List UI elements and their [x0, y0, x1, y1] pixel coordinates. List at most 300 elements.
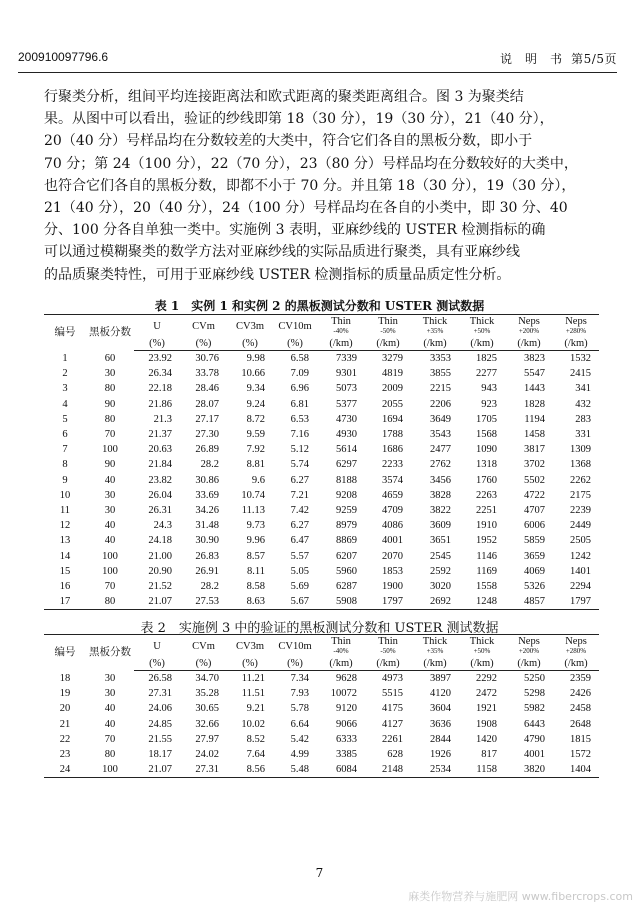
table-row	[44, 457, 599, 472]
table-cell: 26.58	[148, 673, 172, 684]
table-cell: 3279	[382, 353, 403, 364]
table-cell: 2009	[382, 383, 403, 395]
table-cell: 30	[104, 368, 116, 380]
table-row	[44, 366, 599, 381]
table-cell: 3543	[430, 429, 451, 441]
unit-per-km: (/km)	[411, 337, 459, 351]
table-cell: 10	[59, 489, 71, 501]
unit-per-km: (/km)	[505, 337, 553, 351]
table-cell: 30	[104, 672, 116, 684]
table-cell: 4857	[505, 594, 553, 610]
col-header-thick35: Thick +35%	[411, 635, 459, 658]
table-cell: 9.73	[246, 520, 265, 532]
table-cell: 4707	[524, 505, 545, 517]
table-cell: 3828	[430, 489, 451, 501]
table-cell: 9066	[336, 718, 357, 730]
table-cell: 10072	[330, 688, 357, 700]
table-cell: 100	[102, 444, 118, 456]
table-cell: 7339	[336, 353, 357, 364]
table-cell: 40	[104, 520, 116, 532]
table-cell: 100	[86, 762, 134, 778]
table-cell: 5.05	[290, 565, 309, 577]
table-cell: 7.16	[290, 429, 309, 441]
body-line: 行聚类分析，组间平均连接距离法和欧式距离的聚类距离组合。图 3 为聚类结	[44, 89, 524, 105]
table-cell: 100	[102, 565, 118, 577]
table2-caption: 表 2 实施例 3 中的验证的黑板测试分数和 USTER 测试数据	[140, 621, 499, 636]
table-cell: 28.2	[200, 581, 219, 593]
table-row	[44, 686, 599, 701]
table-cell: 1404	[553, 762, 599, 778]
table-cell: 1900	[382, 581, 403, 593]
table-cell: 10.66	[241, 368, 265, 380]
table-cell: 8.52	[246, 733, 265, 745]
table-cell: 3636	[430, 718, 451, 730]
table-row	[44, 671, 599, 687]
table-cell: 1568	[476, 429, 497, 441]
table-cell: 9208	[336, 489, 357, 501]
table-cell: 9.96	[246, 535, 265, 547]
table-cell: 3651	[430, 535, 451, 547]
table-cell: 6.47	[290, 535, 309, 547]
table-cell: 1158	[459, 762, 505, 778]
table-cell: 60	[104, 352, 116, 364]
table-cell: 331	[575, 429, 591, 441]
table-cell: 21.00	[148, 550, 172, 562]
table-1	[44, 314, 599, 610]
table-cell: 1458	[524, 429, 545, 441]
col-header-score: 黑板分数	[86, 315, 134, 351]
table-cell: 2359	[570, 673, 591, 684]
col-header-neps200: Neps +200%	[505, 315, 553, 338]
table-cell: 24	[44, 762, 86, 778]
table-cell: 10.02	[241, 718, 265, 730]
page-header	[18, 50, 617, 70]
table-cell: 21	[59, 718, 71, 730]
table-cell: 2233	[382, 459, 403, 471]
col-header-neps280: Neps +280%	[553, 315, 599, 338]
table-cell: 6207	[336, 550, 357, 562]
section-and-page	[500, 50, 617, 67]
table-cell: 3456	[430, 474, 451, 486]
table-cell: 33.78	[195, 368, 219, 380]
table-cell: 4	[62, 398, 68, 410]
table-cell: 5614	[336, 444, 357, 456]
col-header-no: 编号	[44, 635, 86, 671]
table-cell: 11.13	[241, 505, 265, 517]
table-cell: 6.96	[290, 383, 309, 395]
table-cell: 6.64	[290, 718, 309, 730]
col-header-thick50: Thick +50%	[459, 635, 505, 658]
table-cell: 28.07	[195, 398, 219, 410]
table-row	[44, 762, 599, 778]
table-row	[44, 473, 599, 488]
header-rule	[18, 72, 617, 73]
table-cell: 3659	[524, 550, 545, 562]
table-cell: 1401	[570, 565, 591, 577]
table-cell: 2545	[430, 550, 451, 562]
body-line: 果。从图中可以看出，验证的纱线即第 18（30 分），19（30 分），21（40 分），	[44, 111, 554, 128]
table-cell: 6.27	[290, 474, 309, 486]
table-cell: 26.89	[195, 444, 219, 456]
table-cell: 80	[104, 383, 116, 395]
table-cell: 22.18	[148, 383, 172, 395]
table-cell: 2415	[570, 368, 591, 380]
table-cell: 2206	[430, 398, 451, 410]
table1-caption: 表 1 实例 1 和实例 2 的黑板测试分数和 USTER 测试数据	[154, 299, 485, 313]
table-cell: 24.3	[153, 520, 172, 532]
table-cell: 9.21	[246, 703, 265, 715]
table-cell: 4659	[382, 489, 403, 501]
table-cell: 2251	[476, 505, 497, 517]
section-title: 说 明 书	[500, 52, 563, 66]
table-cell: 70	[104, 733, 116, 745]
table-cell: 20	[59, 703, 71, 715]
unit-per-km: (/km)	[317, 337, 365, 351]
table-cell: 4001	[524, 749, 545, 761]
table-row	[44, 397, 599, 412]
table-cell: 40	[104, 703, 116, 715]
table-cell: 1853	[382, 565, 403, 577]
unit-cv3m: (%)	[227, 657, 273, 671]
table-cell: 4790	[524, 733, 545, 745]
col-header-cv10m: CV10m	[273, 315, 317, 338]
table-cell: 5515	[382, 688, 403, 700]
col-header-thin50: Thin -50%	[365, 315, 411, 338]
table-row	[44, 579, 599, 594]
table-cell: 2215	[430, 383, 451, 395]
unit-per-km: (/km)	[553, 337, 599, 351]
table-cell: 1309	[570, 444, 591, 456]
table-cell: 2263	[476, 489, 497, 501]
table-cell: 4930	[336, 429, 357, 441]
unit-per-km: (/km)	[365, 657, 411, 671]
table-cell: 2175	[570, 489, 591, 501]
table-cell: 4175	[382, 703, 403, 715]
col-header-thin40: Thin -40%	[317, 315, 365, 338]
table-cell: 21.55	[148, 733, 172, 745]
table-cell: 21.3	[153, 413, 172, 425]
table-cell: 22	[59, 733, 71, 745]
table-cell: 3	[62, 383, 68, 395]
table-row	[44, 717, 599, 732]
table-cell: 8.11	[247, 565, 265, 577]
table-cell: 5.42	[290, 733, 309, 745]
unit-per-km: (/km)	[459, 657, 505, 671]
table-cell: 20.63	[148, 444, 172, 456]
table-cell: 8188	[336, 474, 357, 486]
table-cell: 8.58	[246, 581, 265, 593]
table-cell: 3649	[430, 413, 451, 425]
table-cell: 1318	[476, 459, 497, 471]
col-header-u: U	[134, 635, 180, 658]
table-cell: 4069	[524, 565, 545, 577]
table-row	[44, 518, 599, 533]
table-cell: 8.72	[246, 413, 265, 425]
table-row	[44, 747, 599, 762]
table-cell: 4730	[336, 413, 357, 425]
table-cell: 9301	[336, 368, 357, 380]
table-cell: 5.67	[273, 594, 317, 610]
col-header-cvm: CVm	[180, 315, 227, 338]
unit-per-km: (/km)	[505, 657, 553, 671]
table-row	[44, 488, 599, 503]
unit-u: (%)	[134, 337, 180, 351]
table-cell: 9.24	[246, 398, 265, 410]
table-cell: 80	[104, 749, 116, 761]
table-cell: 15	[59, 565, 71, 577]
table-cell: 3609	[430, 520, 451, 532]
table-cell: 1952	[476, 535, 497, 547]
table-cell: 3820	[505, 762, 553, 778]
table-cell: 23.82	[148, 474, 172, 486]
table-cell: 9259	[336, 505, 357, 517]
table-cell: 2294	[570, 581, 591, 593]
col-header-neps280: Neps +280%	[553, 635, 599, 658]
table-row	[44, 351, 599, 367]
table-cell: 8869	[336, 535, 357, 547]
table-cell: 10.74	[241, 489, 265, 501]
table-cell: 1572	[570, 749, 591, 761]
table-cell: 20.90	[148, 565, 172, 577]
table-cell: 1443	[524, 383, 545, 395]
table-cell: 34.70	[195, 673, 219, 684]
unit-cv10m: (%)	[273, 657, 317, 671]
table-2	[44, 634, 599, 778]
table-cell: 2505	[570, 535, 591, 547]
table-cell: 2477	[430, 444, 451, 456]
table-cell: 21.07	[134, 594, 180, 610]
table-cell: 30	[104, 688, 116, 700]
table-cell: 90	[104, 459, 116, 471]
table-cell: 1242	[570, 550, 591, 562]
table-cell: 11.51	[241, 688, 265, 700]
table-cell: 2277	[476, 368, 497, 380]
table-cell: 7.34	[290, 673, 309, 684]
table-row	[44, 412, 599, 427]
table-cell: 100	[102, 550, 118, 562]
table-cell: 26.31	[148, 505, 172, 517]
table-cell: 30.86	[195, 474, 219, 486]
table-cell: 70	[104, 581, 116, 593]
unit-cv10m: (%)	[273, 337, 317, 351]
table-cell: 30	[104, 505, 116, 517]
table-row	[44, 594, 599, 610]
table-cell: 3385	[336, 749, 357, 761]
unit-cvm: (%)	[180, 657, 227, 671]
table-cell: 27.97	[195, 733, 219, 745]
col-header-cv3m: CV3m	[227, 635, 273, 658]
col-header-thin50: Thin -50%	[365, 635, 411, 658]
table-cell: 1926	[430, 749, 451, 761]
table-cell: 1797	[553, 594, 599, 610]
table-cell: 3574	[382, 474, 403, 486]
table-cell: 8979	[336, 520, 357, 532]
body-line: 也符合它们各自的黑板分数，即都不小于 70 分。并且第 18（30 分），19（30 分），	[44, 177, 576, 194]
table-cell: 4819	[382, 368, 403, 380]
table-cell: 6.27	[290, 520, 309, 532]
table-cell: 5547	[524, 368, 545, 380]
table-cell: 7.92	[246, 444, 265, 456]
table-cell: 5.57	[290, 550, 309, 562]
table-cell: 24.02	[195, 749, 219, 761]
table-cell: 5326	[524, 581, 545, 593]
col-header-cv3m: CV3m	[227, 315, 273, 338]
table-cell: 4001	[382, 535, 403, 547]
table-row	[44, 381, 599, 396]
table-cell: 30.76	[195, 353, 219, 364]
table-cell: 6.58	[290, 353, 309, 364]
table-cell: 1760	[476, 474, 497, 486]
table-cell: 2055	[382, 398, 403, 410]
table-cell: 2239	[570, 505, 591, 517]
table-cell: 3604	[430, 703, 451, 715]
table-row	[44, 503, 599, 518]
table-cell: 1146	[476, 550, 497, 562]
table-row	[44, 549, 599, 564]
table-cell: 27.31	[180, 762, 227, 778]
table-row	[44, 427, 599, 442]
table-cell: 40	[104, 474, 116, 486]
table-cell: 2592	[430, 565, 451, 577]
table-cell: 1090	[476, 444, 497, 456]
table-cell: 9120	[336, 703, 357, 715]
table-cell: 28.46	[195, 383, 219, 395]
table-cell: 24.18	[148, 535, 172, 547]
col-header-neps200: Neps +200%	[505, 635, 553, 658]
table-row	[44, 442, 599, 457]
table-row	[44, 732, 599, 747]
table-cell: 32.66	[195, 718, 219, 730]
table-cell: 4722	[524, 489, 545, 501]
table-cell: 2262	[570, 474, 591, 486]
col-header-no: 编号	[44, 315, 86, 351]
table-cell: 1368	[570, 459, 591, 471]
table-cell: 40	[104, 718, 116, 730]
body-line: 可以通过模糊聚类的数学方法对亚麻纱线的实际品质进行聚类，具有亚麻纱线	[44, 244, 520, 261]
table-cell: 5.69	[290, 581, 309, 593]
table-cell: 27.30	[195, 429, 219, 441]
unit-per-km: (/km)	[553, 657, 599, 671]
table-cell: 5.48	[273, 762, 317, 778]
table-cell: 23	[59, 749, 71, 761]
table-cell: 2692	[411, 594, 459, 610]
table-cell: 2648	[570, 718, 591, 730]
table-cell: 9.6	[251, 474, 265, 486]
table-cell: 2762	[430, 459, 451, 471]
table-cell: 3020	[430, 581, 451, 593]
table-cell: 4973	[382, 673, 403, 684]
table-cell: 80	[104, 413, 116, 425]
table-cell: 21.37	[148, 429, 172, 441]
table-cell: 432	[575, 398, 591, 410]
table-cell: 21.86	[148, 398, 172, 410]
table-cell: 6.81	[290, 398, 309, 410]
table-cell: 341	[575, 383, 591, 395]
table-cell: 5250	[524, 673, 545, 684]
unit-per-km: (/km)	[411, 657, 459, 671]
table-cell: 5073	[336, 383, 357, 395]
table-cell: 8.56	[227, 762, 273, 778]
table-cell: 11	[59, 505, 71, 517]
table-cell: 19	[59, 688, 71, 700]
table-cell: 6443	[524, 718, 545, 730]
table-cell: 5502	[524, 474, 545, 486]
table-cell: 1532	[570, 353, 591, 364]
table-row	[44, 533, 599, 548]
table-cell: 2449	[570, 520, 591, 532]
table-cell: 817	[481, 749, 497, 761]
table-cell: 80	[86, 594, 134, 610]
body-paragraph	[44, 86, 596, 286]
unit-per-km: (/km)	[317, 657, 365, 671]
col-header-u: U	[134, 315, 180, 338]
table-cell: 6287	[336, 581, 357, 593]
page-number: 7	[315, 866, 324, 880]
watermark: 麻类作物营养与施肥网 www.fibercrops.com	[408, 890, 633, 903]
unit-cv3m: (%)	[227, 337, 273, 351]
table-cell: 1705	[476, 413, 497, 425]
table-cell: 30	[104, 489, 116, 501]
table-cell: 2	[62, 368, 68, 380]
table-cell: 3353	[430, 353, 451, 364]
table-cell: 35.28	[195, 688, 219, 700]
table-cell: 943	[481, 383, 497, 395]
table-cell: 5.78	[290, 703, 309, 715]
table-cell: 21.84	[148, 459, 172, 471]
table-row	[44, 701, 599, 716]
table-cell: 3823	[524, 353, 545, 364]
page-label: 第5/5页	[571, 52, 617, 66]
table-row	[44, 564, 599, 579]
table-cell: 2148	[365, 762, 411, 778]
table-cell: 3817	[524, 444, 545, 456]
table-cell: 7.64	[246, 749, 265, 761]
table-cell: 40	[104, 535, 116, 547]
table-cell: 4709	[382, 505, 403, 517]
table-cell: 23.92	[148, 353, 172, 364]
table-cell: 6333	[336, 733, 357, 745]
table-cell: 6	[62, 429, 68, 441]
table-cell: 8.63	[227, 594, 273, 610]
table-cell: 9.98	[246, 353, 265, 364]
table-cell: 5982	[524, 703, 545, 715]
table-cell: 2844	[430, 733, 451, 745]
table-cell: 2534	[411, 762, 459, 778]
table-cell: 31.48	[195, 520, 219, 532]
table-cell: 3855	[430, 368, 451, 380]
table-cell: 8.81	[246, 459, 265, 471]
table-cell: 4.99	[290, 749, 309, 761]
table-cell: 1815	[570, 733, 591, 745]
table-cell: 27.53	[180, 594, 227, 610]
col-header-cv10m: CV10m	[273, 635, 317, 658]
table-cell: 5298	[524, 688, 545, 700]
unit-cvm: (%)	[180, 337, 227, 351]
col-header-thick35: Thick +35%	[411, 315, 459, 338]
table-cell: 5859	[524, 535, 545, 547]
table-cell: 13	[59, 535, 71, 547]
table-cell: 5908	[317, 594, 365, 610]
table-cell: 3822	[430, 505, 451, 517]
table-cell: 9.34	[246, 383, 265, 395]
table-cell: 1828	[524, 398, 545, 410]
table-cell: 21.07	[134, 762, 180, 778]
table-cell: 18.17	[148, 749, 172, 761]
unit-per-km: (/km)	[459, 337, 505, 351]
col-header-score: 黑板分数	[86, 635, 134, 671]
table-cell: 5.12	[290, 444, 309, 456]
table-cell: 2261	[382, 733, 403, 745]
